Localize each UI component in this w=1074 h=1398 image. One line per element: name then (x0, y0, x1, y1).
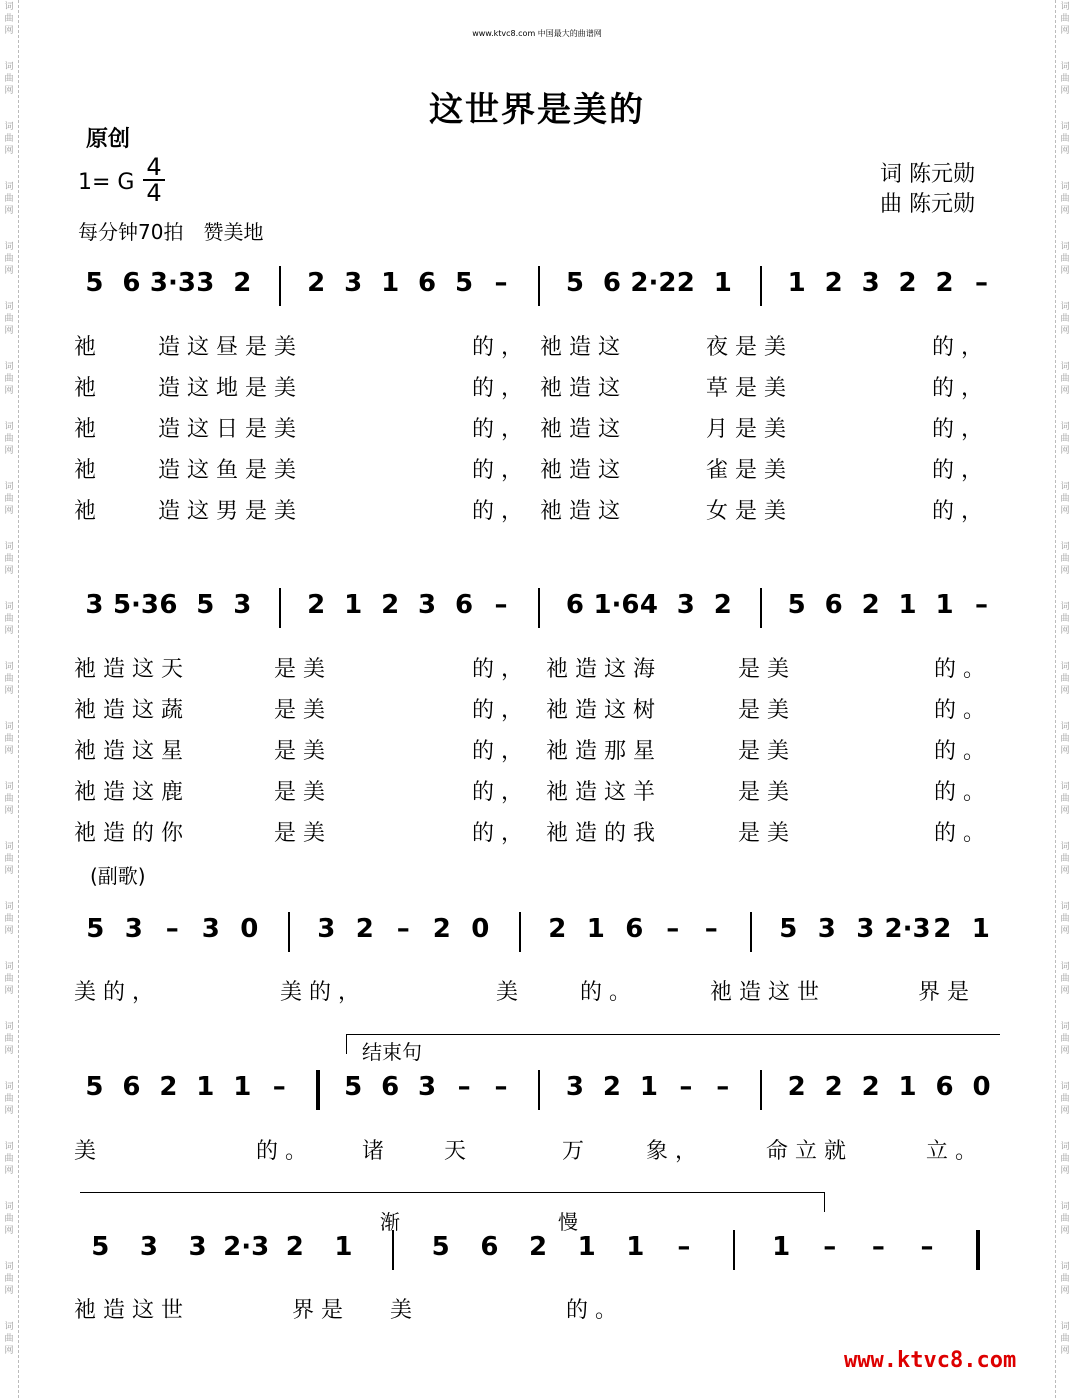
note: 6 (625, 914, 644, 944)
verse1-lyric: 的 ， (472, 335, 523, 360)
verse2-lyric: 祂 造 这 树 (546, 698, 655, 723)
note: 1 (381, 268, 400, 298)
watermark-mark: 词 曲 网 (1060, 482, 1070, 516)
watermark-mark: 词 曲 网 (4, 602, 14, 636)
watermark-mark: 词 曲 网 (1060, 1022, 1070, 1056)
right-watermark-strip (1055, 0, 1074, 1398)
note: 5 (565, 268, 584, 298)
note: 5 (85, 268, 104, 298)
note: 3 (676, 590, 695, 620)
dash: – (494, 268, 508, 298)
verse2-lyric: 的 。 (934, 821, 985, 846)
time-bottom: 4 (146, 179, 162, 207)
note: 2 (861, 1072, 880, 1102)
note: 6 (455, 590, 474, 620)
verse2-lyric: 是 美 (738, 821, 789, 846)
watermark-mark: 词 曲 网 (4, 1022, 14, 1056)
note: 2 (933, 914, 952, 944)
watermark-mark: 词 曲 网 (4, 962, 14, 996)
ending-label: 结束句 (362, 1040, 422, 1064)
source-url: www.ktvc8.com 中国最大的曲谱网 (472, 29, 602, 38)
bar-line (538, 1070, 540, 1110)
verse2-lyric: 的 ， (472, 780, 523, 805)
note: 3 (856, 914, 875, 944)
bar-line (750, 912, 752, 952)
watermark-mark: 词 曲 网 (4, 722, 14, 756)
verse2-lyric: 的 。 (934, 698, 985, 723)
verse1-lyric: 祂 造 这 (540, 499, 620, 524)
ending-lyric: 立 。 (926, 1139, 977, 1164)
verse2-lyric: 是 美 (738, 657, 789, 682)
verse1-lyric: 月 是 美 (706, 417, 786, 442)
note: 1 (626, 1232, 645, 1262)
verse2-lyric: 的 。 (934, 780, 985, 805)
note: 6 (480, 1232, 499, 1262)
note: 2 (787, 1072, 806, 1102)
bar-line (279, 588, 281, 628)
note: 5 (86, 914, 105, 944)
note: 6 (122, 268, 141, 298)
note: 2 (528, 1232, 548, 1262)
watermark-mark: 词 曲 网 (1060, 362, 1070, 396)
watermark-mark: 词 曲 网 (4, 1082, 14, 1116)
note: 1 (898, 1072, 917, 1102)
note: 3 (861, 268, 880, 298)
bar-line (760, 588, 762, 628)
ending-lyric: 万 (562, 1139, 585, 1164)
watermark-mark: 词 曲 网 (1060, 962, 1070, 996)
watermark-mark: 词 曲 网 (1060, 782, 1070, 816)
dash: – (823, 1232, 837, 1262)
verse1-lyric: 造 这 男 是 美 (158, 499, 296, 524)
watermark-mark: 词 曲 网 (1060, 1322, 1070, 1356)
bar-line (733, 1230, 735, 1270)
watermark-mark: 词 曲 网 (4, 182, 14, 216)
watermark-mark: 词 曲 网 (1060, 122, 1070, 156)
dash: – (272, 1072, 286, 1102)
note: 1 (713, 268, 732, 298)
note: 5·3 (112, 590, 160, 620)
verse2-lyric: 的 ， (472, 657, 523, 682)
note: 0 (972, 1072, 991, 1102)
verse2-lyric: 是 美 (274, 780, 325, 805)
left-watermark-strip (0, 0, 19, 1398)
watermark-mark: 词 曲 网 (4, 242, 14, 276)
verse2-lyric: 是 美 (738, 780, 789, 805)
note: 3 (317, 914, 336, 944)
note: 2·2 (630, 268, 677, 298)
dash: – (666, 914, 680, 944)
verse2-lyric: 的 。 (934, 739, 985, 764)
chorus-lyric: 的 。 (580, 980, 631, 1005)
verse1-lyric: 的 ， (932, 499, 983, 524)
verse1-lyric: 造 这 地 是 美 (158, 376, 296, 401)
verse1-lyric: 祂 (74, 458, 97, 483)
note: 5 (344, 1072, 363, 1102)
verse1-lyric: 祂 造 这 (540, 376, 620, 401)
watermark-mark: 词 曲 网 (4, 62, 14, 96)
verse2-lyric: 祂 造 这 星 (74, 739, 183, 764)
dash: – (704, 914, 718, 944)
note: 2 (233, 268, 252, 298)
note: 3 (418, 1072, 437, 1102)
note: 3 (201, 914, 220, 944)
verse2-lyric: 祂 造 这 羊 (546, 780, 655, 805)
dash: – (165, 914, 179, 944)
dash: – (716, 1072, 730, 1102)
time-top: 4 (146, 153, 162, 181)
composer: 曲 陈元勋 (880, 192, 975, 217)
note: 3 (817, 914, 836, 944)
verse1-lyric: 的 ， (932, 458, 983, 483)
note: 2·3 (223, 1232, 270, 1262)
credits (880, 160, 975, 220)
ending-bracket-right (824, 1192, 825, 1212)
verse1-lyric: 祂 (74, 376, 97, 401)
watermark-mark: 词 曲 网 (4, 302, 14, 336)
watermark-mark: 词 曲 网 (4, 542, 14, 576)
note: 3·3 (149, 268, 196, 298)
ending-lyric: 诸 (362, 1139, 385, 1164)
note: 2 (824, 268, 843, 298)
watermark-mark: 词 曲 网 (1060, 1082, 1070, 1116)
watermark-mark: 词 曲 网 (4, 902, 14, 936)
note: 2 (898, 268, 917, 298)
verse1-lyric: 的 ， (472, 417, 523, 442)
chorus-label: (副歌) (90, 864, 146, 888)
watermark-mark: 词 曲 网 (4, 362, 14, 396)
note: 1 (772, 1232, 791, 1262)
watermark-mark: 词 曲 网 (1060, 182, 1070, 216)
verse1-lyric: 雀 是 美 (706, 458, 786, 483)
verse1-lyric: 祂 造 这 (540, 335, 620, 360)
verse2-lyric: 祂 造 那 星 (546, 739, 655, 764)
ending-lyric: 美 (74, 1139, 97, 1164)
watermark-mark: 词 曲 网 (4, 2, 14, 36)
note: 5 (779, 914, 798, 944)
verse1-lyric: 的 ， (472, 458, 523, 483)
note: 6 (824, 590, 843, 620)
note: 1 (344, 590, 363, 620)
bar-line (760, 266, 762, 306)
note: 3 (196, 268, 215, 298)
note: 1 (639, 1072, 658, 1102)
note: 2 (602, 1072, 621, 1102)
dash: – (457, 1072, 471, 1102)
note: 2 (285, 1232, 304, 1262)
ending-lyric: 命 立 就 (766, 1139, 846, 1164)
chorus-lyric: 美 的 ， (280, 980, 360, 1005)
note: 2 (548, 914, 567, 944)
note: 2 (355, 914, 374, 944)
note: 1 (935, 590, 954, 620)
ending-lyric: 天 (444, 1139, 467, 1164)
note: 5 (85, 1072, 104, 1102)
dash: – (920, 1232, 934, 1262)
note: 3 (418, 590, 437, 620)
dash: – (975, 268, 988, 298)
bar-line (760, 1070, 762, 1110)
verse1-lyric: 造 这 日 是 美 (158, 417, 296, 442)
watermark-mark: 词 曲 网 (1060, 842, 1070, 876)
note: 6 (602, 268, 621, 298)
verse1-lyric: 的 ， (472, 499, 523, 524)
verse1-lyric: 祂 造 这 (540, 458, 620, 483)
note: 4 (639, 590, 658, 620)
note: 3 (85, 590, 104, 620)
site-logo: www.ktvc8.com (844, 1348, 1017, 1373)
note: 5 (431, 1232, 450, 1262)
watermark-mark: 词 曲 网 (1060, 902, 1070, 936)
lyricist: 词 陈元勋 (880, 162, 975, 187)
dash: – (677, 1232, 691, 1262)
note: 6 (565, 590, 584, 620)
verse1-lyric: 造 这 昼 是 美 (158, 335, 296, 360)
watermark-mark: 词 曲 网 (1060, 422, 1070, 456)
note: 1 (971, 914, 990, 944)
verse1-lyric: 的 ， (932, 417, 983, 442)
song-title: 这世界是美的 (429, 90, 645, 130)
bar-line (538, 266, 540, 306)
verse2-lyric: 的 ， (472, 821, 523, 846)
bar-line (538, 588, 540, 628)
verse2-lyric: 是 美 (274, 657, 325, 682)
note: 1 (334, 1232, 353, 1262)
note: 1·6 (593, 590, 640, 620)
note: 2 (824, 1072, 843, 1102)
verse1-lyric: 的 ， (932, 335, 983, 360)
watermark-mark: 词 曲 网 (1060, 1262, 1070, 1296)
note: 6 (122, 1072, 141, 1102)
bar-line (279, 266, 281, 306)
note: 2 (861, 590, 880, 620)
note: 6 (418, 268, 437, 298)
verse1-lyric: 夜 是 美 (706, 335, 786, 360)
watermark-mark: 词 曲 网 (4, 1262, 14, 1296)
note: 5 (455, 268, 474, 298)
watermark-mark: 词 曲 网 (1060, 662, 1070, 696)
note: 2 (713, 590, 732, 620)
dash: – (975, 590, 988, 620)
note: 5 (787, 590, 806, 620)
verse2-lyric: 是 美 (274, 821, 325, 846)
key-signature: 1= G (78, 170, 135, 195)
note: 2·3 (884, 914, 931, 944)
note: 6 (935, 1072, 954, 1102)
note: 1 (196, 1072, 215, 1102)
bar-line (316, 1070, 320, 1110)
dash: – (396, 914, 410, 944)
verse2-lyric: 的 。 (934, 657, 985, 682)
verse2-lyric: 祂 造 这 鹿 (74, 780, 183, 805)
ending-bracket-left (346, 1034, 347, 1054)
ending-bracket (346, 1034, 1000, 1035)
note: 2 (381, 590, 400, 620)
watermark-mark: 词 曲 网 (4, 782, 14, 816)
final-lyric: 界 是 (292, 1298, 343, 1323)
verse1-lyric: 的 ， (932, 376, 983, 401)
bar-line (288, 912, 290, 952)
verse2-lyric: 是 美 (274, 698, 325, 723)
verse2-lyric: 是 美 (274, 739, 325, 764)
watermark-mark: 词 曲 网 (1060, 62, 1070, 96)
verse2-lyric: 祂 造 这 海 (546, 657, 655, 682)
verse2-lyric: 祂 造 这 天 (74, 657, 183, 682)
chorus-lyric: 美 的 ， (74, 980, 154, 1005)
note: 1 (787, 268, 806, 298)
watermark-mark: 词 曲 网 (4, 422, 14, 456)
time-signature (143, 153, 165, 207)
original-label: 原创 (86, 127, 131, 152)
watermark-mark: 词 曲 网 (4, 122, 14, 156)
note: 1 (586, 914, 605, 944)
jian-mark: 渐 (380, 1210, 400, 1234)
chorus-lyric: 祂 造 这 世 (710, 980, 819, 1005)
note: 2 (432, 914, 451, 944)
man-mark: 慢 (558, 1210, 578, 1234)
chorus-lyric: 美 (496, 980, 519, 1005)
note: 5 (196, 590, 215, 620)
watermark-mark: 词 曲 网 (1060, 602, 1070, 636)
watermark-mark: 词 曲 网 (1060, 1142, 1070, 1176)
final-lyric: 美 (390, 1298, 413, 1323)
watermark-mark: 词 曲 网 (1060, 542, 1070, 576)
verse1-lyric: 造 这 鱼 是 美 (158, 458, 296, 483)
note: 3 (344, 268, 363, 298)
watermark-mark: 词 曲 网 (4, 482, 14, 516)
note: 1 (233, 1072, 252, 1102)
watermark-mark: 词 曲 网 (4, 1322, 14, 1356)
verse2-lyric: 是 美 (738, 739, 789, 764)
bar-line (392, 1230, 394, 1270)
final-lyric: 祂 造 这 世 (74, 1298, 183, 1323)
verse1-lyric: 草 是 美 (706, 376, 786, 401)
dash: – (679, 1072, 693, 1102)
note: 2 (935, 268, 954, 298)
bar-line (976, 1230, 980, 1270)
watermark-mark: 词 曲 网 (4, 662, 14, 696)
note: 2 (307, 268, 326, 298)
verse1-lyric: 祂 造 这 (540, 417, 620, 442)
note: 3 (233, 590, 252, 620)
final-lyric: 的 。 (566, 1298, 617, 1323)
chorus-lyric: 界 是 (918, 980, 969, 1005)
note: 3 (139, 1232, 158, 1262)
verse1-lyric: 的 ， (472, 376, 523, 401)
ending-lyric: 象 ， (646, 1139, 697, 1164)
dash: – (494, 1072, 508, 1102)
watermark-mark: 词 曲 网 (4, 1142, 14, 1176)
watermark-mark: 词 曲 网 (4, 1202, 14, 1236)
verse2-lyric: 祂 造 的 我 (546, 821, 655, 846)
verse1-lyric: 祂 (74, 499, 97, 524)
ending-lyric: 的 。 (256, 1139, 307, 1164)
note: 0 (471, 914, 490, 944)
note: 6 (381, 1072, 400, 1102)
watermark-mark: 词 曲 网 (1060, 302, 1070, 336)
watermark-mark: 词 曲 网 (1060, 242, 1070, 276)
note: 2 (307, 590, 326, 620)
tempo-marking: 每分钟70拍 赞美地 (78, 220, 264, 244)
note: 6 (159, 590, 178, 620)
note: 0 (240, 914, 259, 944)
verse2-lyric: 是 美 (738, 698, 789, 723)
verse2-lyric: 的 ， (472, 698, 523, 723)
dash: – (494, 590, 508, 620)
note: 1 (898, 590, 917, 620)
bar-line (519, 912, 521, 952)
verse1-lyric: 女 是 美 (706, 499, 786, 524)
ending-bracket-2 (80, 1192, 824, 1193)
watermark-mark: 词 曲 网 (1060, 722, 1070, 756)
note: 3 (124, 914, 143, 944)
verse1-lyric: 祂 (74, 417, 97, 442)
dash: – (871, 1232, 885, 1262)
note: 3 (188, 1232, 207, 1262)
note: 5 (91, 1232, 110, 1262)
verse1-lyric: 祂 (74, 335, 97, 360)
verse2-lyric: 祂 造 这 蔬 (74, 698, 183, 723)
note: 2 (676, 268, 695, 298)
watermark-mark: 词 曲 网 (1060, 2, 1070, 36)
note: 1 (577, 1232, 596, 1262)
note: 2 (159, 1072, 178, 1102)
watermark-mark: 词 曲 网 (4, 842, 14, 876)
note: 3 (565, 1072, 584, 1102)
verse2-lyric: 的 ， (472, 739, 523, 764)
watermark-mark: 词 曲 网 (1060, 1202, 1070, 1236)
verse2-lyric: 祂 造 的 你 (74, 821, 183, 846)
